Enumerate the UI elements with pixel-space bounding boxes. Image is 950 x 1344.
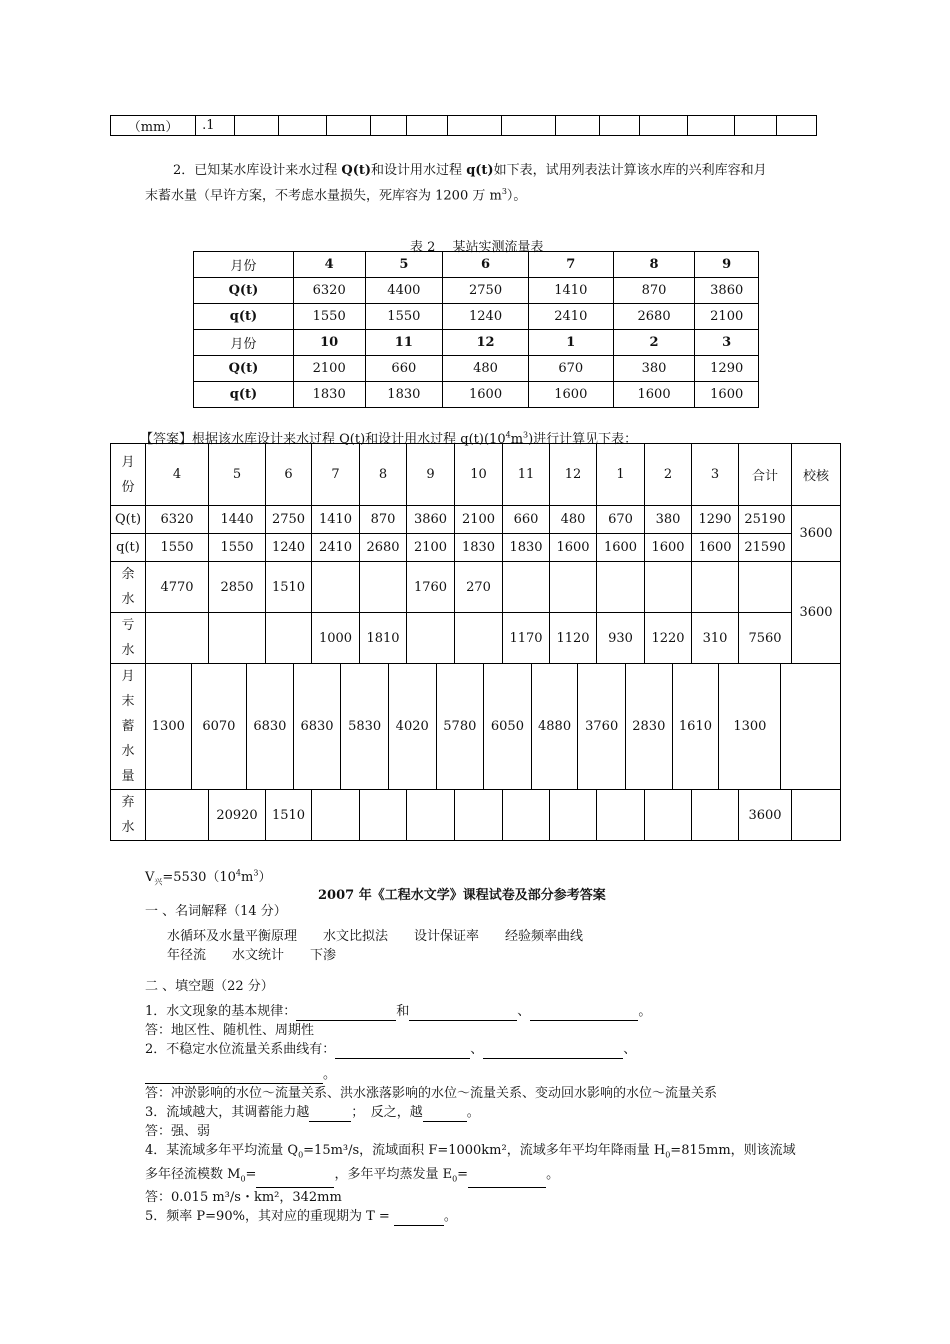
table-cell: 1600 — [528, 382, 613, 408]
table-cell: 1240 — [266, 534, 312, 562]
check-cell: 3600 — [792, 562, 841, 664]
table-cell: 1600 — [645, 534, 692, 562]
table-cell — [312, 790, 360, 841]
empty-cell — [556, 116, 600, 136]
top-fragment-table — [110, 115, 817, 136]
table-cell: 7560 — [739, 613, 792, 664]
blank[interactable] — [409, 1020, 517, 1021]
table-cell: 1550 — [209, 534, 266, 562]
table-cell: 5 — [365, 252, 443, 278]
table-cell: 1600 — [695, 382, 759, 408]
q-in-row — [111, 506, 841, 534]
table-cell: 3860 — [695, 278, 759, 304]
header-cell: 合计 — [739, 444, 792, 506]
header-cell: 11 — [503, 444, 550, 506]
section-2-heading: 二 、填空题（22 分） — [145, 979, 274, 994]
blank[interactable] — [530, 1020, 638, 1021]
table-cell: 1440 — [209, 506, 266, 534]
table-cell: 6070 — [191, 664, 246, 789]
empty-cell — [776, 116, 816, 136]
exam-body — [145, 902, 825, 1226]
table-cell: 2100 — [695, 304, 759, 330]
table-cell: 380 — [613, 356, 695, 382]
row-label: 余 水 — [111, 562, 146, 613]
table-cell: 2100 — [407, 534, 455, 562]
fill-2-cont: 。 — [145, 1065, 825, 1084]
blank[interactable] — [335, 1058, 470, 1059]
terms-line-1: 水循环及水量平衡原理 水文比拟法 设计保证率 经验频率曲线 — [167, 929, 584, 944]
header-cell: 3 — [692, 444, 739, 506]
q-out-row — [111, 534, 841, 562]
spill-row — [111, 790, 841, 841]
table-cell: 380 — [645, 506, 692, 534]
table-cell: 1760 — [407, 562, 455, 613]
table-cell: 3 — [695, 330, 759, 356]
table-cell: 870 — [613, 278, 695, 304]
empty-cell — [600, 116, 640, 136]
row-label: Q(t) — [194, 278, 294, 304]
table-cell — [645, 790, 692, 841]
table-cell — [455, 613, 503, 664]
empty-cell — [371, 116, 407, 136]
table-cell — [266, 613, 312, 664]
table-cell: 480 — [550, 506, 597, 534]
answer-table — [110, 443, 841, 841]
table-cell: 1300 — [719, 664, 781, 789]
terms-line-2: 年径流 水文统计 下渗 — [167, 948, 337, 963]
exam-title: 2007 年《工程水文学》课程试卷及部分参考答案 — [318, 888, 606, 903]
table-cell — [360, 562, 407, 613]
table-cell: 480 — [443, 356, 529, 382]
row-label: q(t) — [194, 304, 294, 330]
table-cell: 1600 — [692, 534, 739, 562]
table2-row — [194, 330, 759, 356]
table-cell: 1600 — [443, 382, 529, 408]
header-cell: 8 — [360, 444, 407, 506]
table-cell — [792, 790, 841, 841]
value-cell: .1 — [196, 116, 235, 136]
table-cell: 1550 — [365, 304, 443, 330]
table-cell: 660 — [365, 356, 443, 382]
table-cell — [597, 562, 645, 613]
blank[interactable] — [483, 1058, 623, 1059]
row-label: q(t) — [194, 382, 294, 408]
table-cell: 2680 — [613, 304, 695, 330]
table2-row — [194, 278, 759, 304]
header-cell: 10 — [455, 444, 503, 506]
answer-4: 答：0.015 m³/s・km²，342mm — [145, 1190, 342, 1206]
v-result: $V_兴=5530(10^4m^3)$ — [145, 868, 272, 887]
unit-cell: （mm） — [111, 116, 196, 136]
table-cell: 1600 — [613, 382, 695, 408]
header-cell: 12 — [550, 444, 597, 506]
table-cell: 2680 — [360, 534, 407, 562]
table-cell — [312, 562, 360, 613]
table-cell: 1120 — [550, 613, 597, 664]
table-cell: 310 — [692, 613, 739, 664]
check-cell: 3600 — [792, 506, 841, 562]
answer-3: 答：强、弱 — [145, 1124, 211, 1139]
table-cell — [550, 562, 597, 613]
table-cell — [692, 790, 739, 841]
table-cell: 8 — [613, 252, 695, 278]
table-cell: 7 — [528, 252, 613, 278]
section-1-heading: 一 、名词解释（14 分） — [145, 904, 287, 919]
row-label: q(t) — [111, 534, 146, 562]
table-cell: 1000 — [312, 613, 360, 664]
row-label: 月 份 — [111, 444, 146, 506]
table-cell: 1 — [528, 330, 613, 356]
empty-cell — [234, 116, 279, 136]
fill-2: 2．不稳定水位流量关系曲线有： 、 、 — [145, 1042, 637, 1057]
table2-row — [194, 356, 759, 382]
table-cell: 2750 — [266, 506, 312, 534]
table-cell: 1810 — [360, 613, 407, 664]
empty-cell — [640, 116, 688, 136]
table-cell: 20920 — [209, 790, 266, 841]
fill-1: 1．水文现象的基本规律： 和 、 。 — [145, 1004, 652, 1019]
header-cell: 6 — [266, 444, 312, 506]
blank[interactable] — [468, 1187, 546, 1188]
table-cell — [739, 562, 792, 613]
empty-cell — [501, 116, 556, 136]
table-cell: 1600 — [550, 534, 597, 562]
answer-1: 答：地区性、随机性、周期性 — [145, 1023, 315, 1038]
table-cell — [146, 790, 209, 841]
table-cell — [645, 562, 692, 613]
header-cell: 9 — [407, 444, 455, 506]
table2-caption: 表 2 某站实测流量表 — [410, 240, 544, 255]
table-cell: 1830 — [293, 382, 365, 408]
table-cell: 1290 — [695, 356, 759, 382]
table2 — [193, 251, 759, 408]
row-label: 月 末 蓄 水 量 — [111, 664, 146, 790]
table-cell: 1830 — [455, 534, 503, 562]
row-label: 弃 水 — [111, 790, 146, 841]
header-cell: 校核 — [792, 444, 841, 506]
table-cell — [209, 613, 266, 664]
table-cell: 1550 — [293, 304, 365, 330]
row-label: 亏 水 — [111, 613, 146, 664]
table-cell: 2850 — [209, 562, 266, 613]
table-cell: 1510 — [266, 562, 312, 613]
table-cell: 4020 — [388, 664, 436, 789]
table-cell: 1610 — [672, 664, 719, 789]
table-cell — [360, 790, 407, 841]
fill-3: 3．流域越大，其调蓄能力越 ； 反之，越 。 — [145, 1105, 480, 1120]
table-cell: 6320 — [293, 278, 365, 304]
table-cell: 4880 — [531, 664, 578, 789]
table-cell: 1290 — [692, 506, 739, 534]
table2-row — [194, 252, 759, 278]
table-cell: 6050 — [484, 664, 532, 789]
table-cell — [455, 790, 503, 841]
table-cell — [503, 790, 550, 841]
table-cell: 10 — [293, 330, 365, 356]
table-cell: 25190 — [739, 506, 792, 534]
table-cell: 2100 — [293, 356, 365, 382]
header-cell: 1 — [597, 444, 645, 506]
empty-cell — [734, 116, 776, 136]
header-cell: 7 — [312, 444, 360, 506]
table-cell: 2410 — [528, 304, 613, 330]
table-cell — [407, 790, 455, 841]
empty-cell — [781, 664, 840, 789]
table-cell: 1550 — [146, 534, 209, 562]
empty-cell — [688, 116, 735, 136]
table-cell — [550, 790, 597, 841]
table-cell: 1300 — [146, 664, 191, 789]
table2-row — [194, 304, 759, 330]
table-cell: 1220 — [645, 613, 692, 664]
answer-2: 答：冲淤影响的水位～流量关系、洪水涨落影响的水位～流量关系、变动回水影响的水位～流量关系 — [145, 1086, 718, 1101]
row-label: 月份 — [194, 252, 294, 278]
blank[interactable] — [394, 1225, 444, 1226]
table-cell: 1830 — [365, 382, 443, 408]
table-cell: 6 — [443, 252, 529, 278]
table-cell: 3760 — [578, 664, 626, 789]
empty-cell — [448, 116, 502, 136]
storage-row — [111, 664, 841, 790]
table-cell: 5830 — [341, 664, 389, 789]
row-label: 月份 — [194, 330, 294, 356]
fill-4-cont: 多年径流模数 $M_0=$ ，多年平均蒸发量 $E_0=$ 。 — [145, 1165, 825, 1189]
table-cell: 2830 — [626, 664, 673, 789]
table-cell: 660 — [503, 506, 550, 534]
answer-lead: 【答案】根据该水库设计来水过程 Q(t)和设计用水过程 $q(t)(10^4m^3)$进行计算见下表： — [140, 430, 638, 447]
table-cell — [597, 790, 645, 841]
table2-row — [194, 382, 759, 408]
row-label: Q(t) — [111, 506, 146, 534]
table-cell — [407, 613, 455, 664]
surplus-row — [111, 562, 841, 613]
table-cell: 1600 — [597, 534, 645, 562]
empty-cell — [407, 116, 448, 136]
fill-4: 4．某流域多年平均流量 $Q_0=15m^3/s$，流域面积 F=1000km²，流域多年平均年降雨量 $H_0=815mm$，则该流域 — [145, 1143, 796, 1160]
table-cell — [146, 613, 209, 664]
table-cell: 11 — [365, 330, 443, 356]
table-cell: 2 — [613, 330, 695, 356]
storage-cells — [146, 664, 841, 790]
fill-5: 5．频率 P=90%，其对应的重现期为 T = 。 — [145, 1209, 457, 1225]
table-cell: 670 — [528, 356, 613, 382]
deficit-row — [111, 613, 841, 664]
table-cell: 1510 — [266, 790, 312, 841]
table-cell: 930 — [597, 613, 645, 664]
question-2: 2．已知某水库设计来水过程 Q(t)和设计用水过程 q(t)如下表，试用列表法计算该水库的兴利库容和月 末蓄水量（早许方案，不考虑水量损失，死库容为 1200 万 $m^3$）。 — [145, 163, 767, 204]
table-cell: 4400 — [365, 278, 443, 304]
table-cell: 1170 — [503, 613, 550, 664]
table-cell: 1240 — [443, 304, 529, 330]
table-cell: 9 — [695, 252, 759, 278]
header-cell: 4 — [146, 444, 209, 506]
table-cell: 6830 — [293, 664, 341, 789]
table-cell: 3600 — [739, 790, 792, 841]
table-cell: 6320 — [146, 506, 209, 534]
table-cell: 1410 — [312, 506, 360, 534]
table-cell: 1830 — [503, 534, 550, 562]
header-cell: 2 — [645, 444, 692, 506]
table-cell: 12 — [443, 330, 529, 356]
table-cell: 21590 — [739, 534, 792, 562]
table-cell — [503, 562, 550, 613]
table-cell: 670 — [597, 506, 645, 534]
blank[interactable] — [309, 1121, 351, 1122]
table-cell — [692, 562, 739, 613]
table-cell: 1410 — [528, 278, 613, 304]
header-row — [111, 444, 841, 506]
table-cell: 4770 — [146, 562, 209, 613]
table-cell: 5780 — [436, 664, 484, 789]
table-cell: 2410 — [312, 534, 360, 562]
empty-cell — [279, 116, 327, 136]
table-cell: 4 — [293, 252, 365, 278]
table-cell: 270 — [455, 562, 503, 613]
blank[interactable] — [423, 1121, 467, 1122]
table-cell: 2750 — [443, 278, 529, 304]
empty-cell — [327, 116, 371, 136]
table-cell: 870 — [360, 506, 407, 534]
header-cell: 5 — [209, 444, 266, 506]
table-cell: 6830 — [247, 664, 294, 789]
table-cell: 3860 — [407, 506, 455, 534]
row-label: Q(t) — [194, 356, 294, 382]
table-cell: 2100 — [455, 506, 503, 534]
